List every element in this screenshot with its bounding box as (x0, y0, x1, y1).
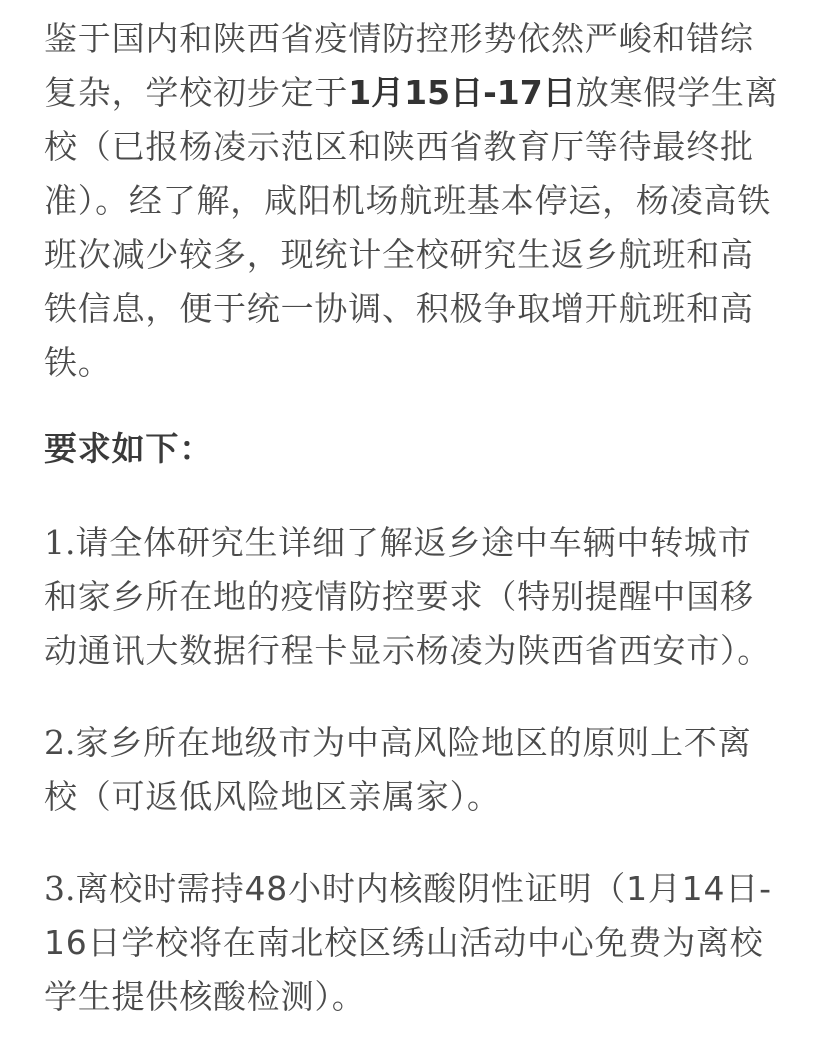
notice-article (44, 12, 784, 1062)
intro-text-part2: 放寒假学生离校（已报杨凌示范区和陕西省教育厅等待最终批准）。经了解，咸阳机场航班基本停运，杨凌高铁班次减少较多，现统计全校研究生返乡航班和高铁信息，便于统一协调、积极争取增开航班和高铁。 (44, 73, 779, 382)
requirement-item-3 (44, 862, 784, 1024)
requirement-text: 家乡所在地级市为中高风险地区的原则上不离校（可返低风险地区亲属家）。 (44, 723, 752, 816)
intro-paragraph (44, 12, 784, 390)
requirement-number: 1. (44, 523, 76, 562)
requirements-heading: 要求如下： (44, 429, 213, 468)
intro-text-part1: 鉴于国内和陕西省疫情防控形势依然严峻和错综复杂，学校初步定于 (44, 19, 754, 112)
requirement-text: 离校时需持48小时内核酸阴性证明（1月14日-16日学校将在南北校区绣山活动中心免费为离校学生提供核酸检测）。 (44, 869, 772, 1016)
requirement-text: 请全体研究生详细了解返乡途中车辆中转城市和家乡所在地的疫情防控要求（特别提醒中国移动通讯大数据行程卡显示杨凌为陕西省西安市）。 (44, 523, 772, 670)
holiday-dates: 1月15日-17日 (348, 73, 576, 112)
requirement-item-2 (44, 716, 784, 824)
requirement-item-1 (44, 516, 784, 678)
requirement-number: 3. (44, 869, 76, 908)
requirement-number: 2. (44, 723, 76, 762)
